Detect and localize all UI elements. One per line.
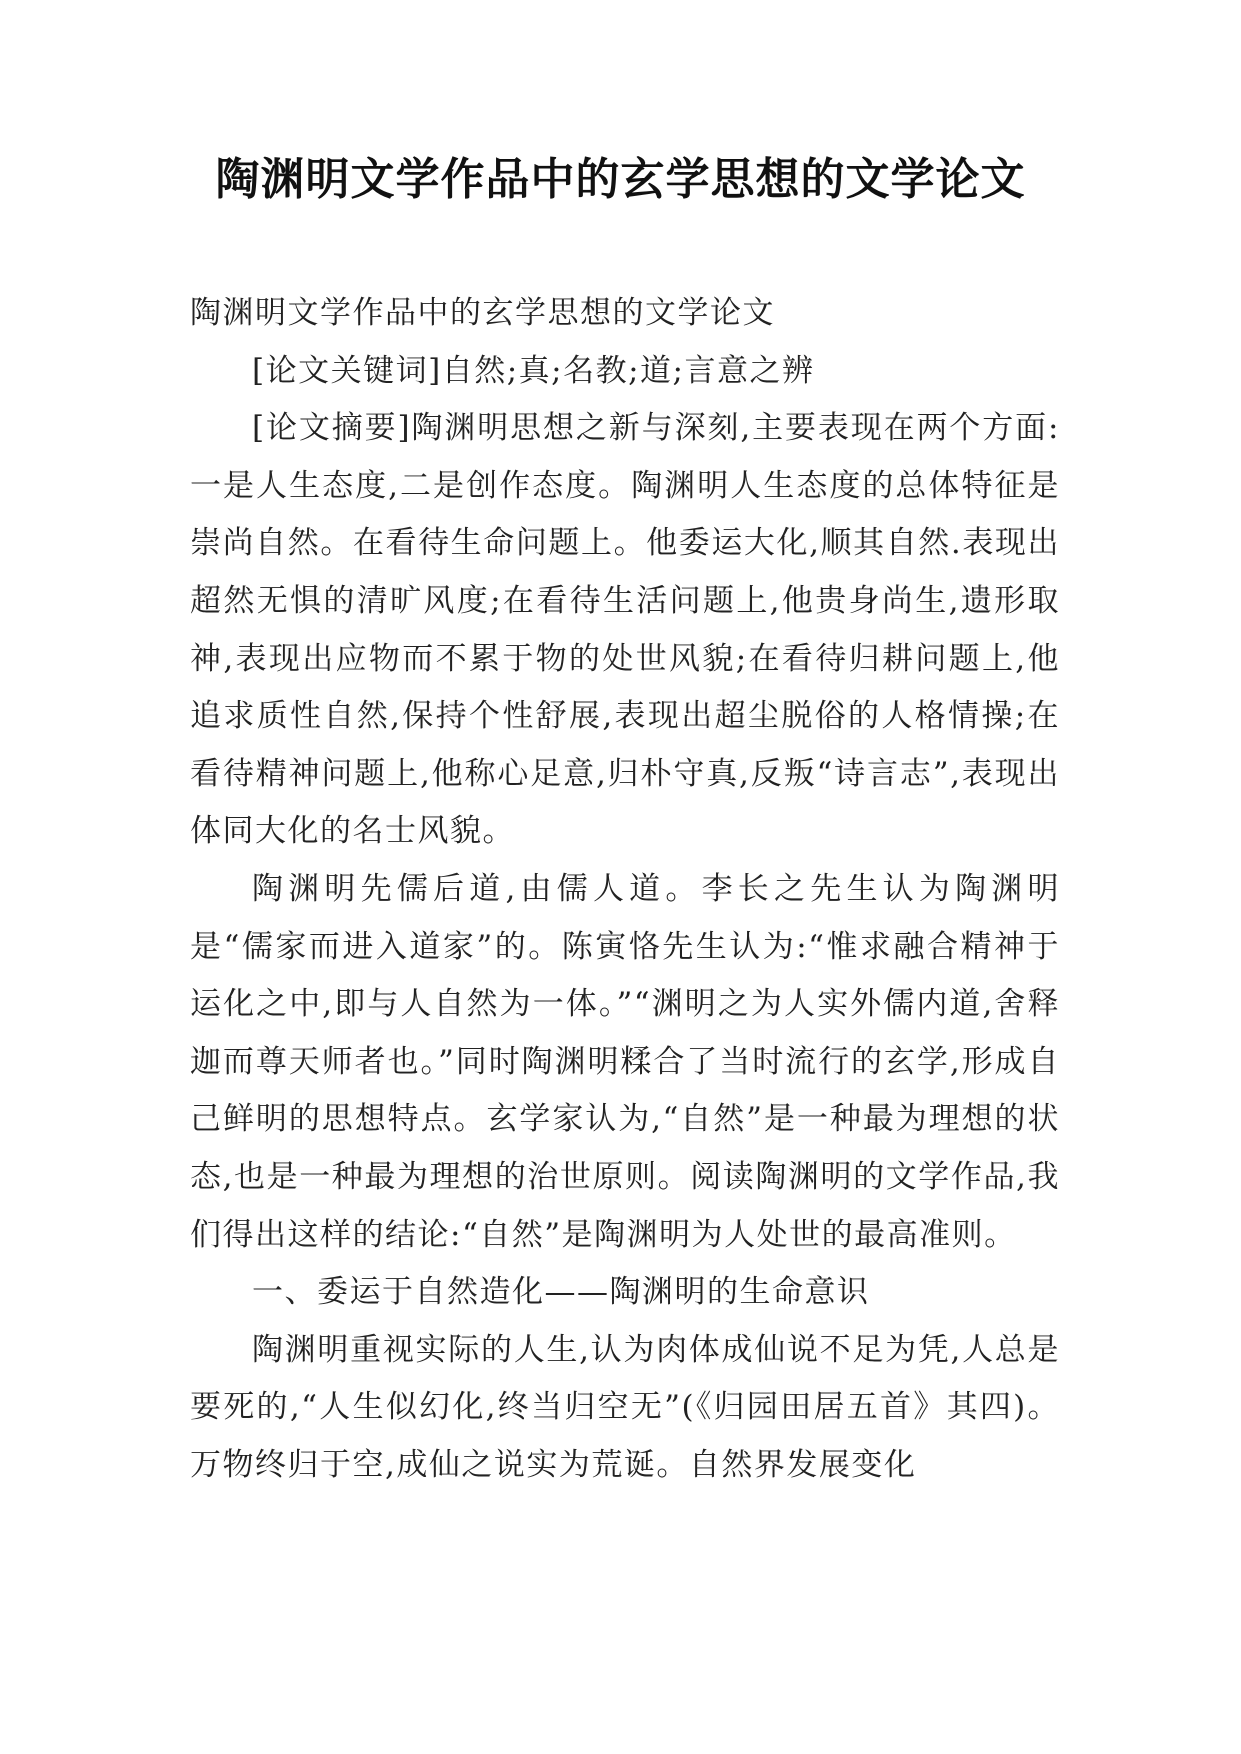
paragraph-intro: 陶渊明先儒后道,由儒人道。李长之先生认为陶渊明是“儒家而进入道家”的。陈寅恪先生认为:“惟求融合精神于运化之中,即与人自然为一体。”“渊明之为人实外儒内道,舍释迦而尊天师者也。”同时陶渊明糅合了当时流行的玄学,形成自己鲜明的思想特点。玄学家认为,“自然”是一种最为理想的状态,也是一种最为理想的治世原则。阅读陶渊明的文学作品,我们得出这样的结论:“自然”是陶渊明为人处世的最高准则。 [190, 870, 1060, 1253]
paragraph-section-1: 陶渊明重视实际的人生,认为肉体成仙说不足为凭,人总是要死的,“人生似幻化,终当归空无”(《归园田居五首》其四)。万物终归于空,成仙之说实为荒诞。自然界发展变化 [190, 1331, 1060, 1483]
document-body [190, 285, 1060, 1494]
paragraph-keywords: [论文关键词]自然;真;名教;道;言意之辨 [252, 352, 815, 389]
section-heading-1: 一、委运于自然造化——陶渊明的生命意识 [252, 1274, 870, 1311]
paragraph-title-line: 陶渊明文学作品中的玄学思想的文学论文 [190, 295, 775, 331]
paragraph-abstract: [论文摘要]陶渊明思想之新与深刻,主要表现在两个方面:一是人生态度,二是创作态度。陶渊明人生态度的总体特征是崇尚自然。在看待生命问题上。他委运大化,顺其自然.表现出超然无惧的清旷风度;在看待生活问题上,他贵身尚生,遗形取神,表现出应物而不累于物的处世风貌;在看待归耕问题上,他追求质性自然,保持个性舒展,表现出超尘脱俗的人格情操;在看待精神问题上,他称心足意,归朴守真,反叛“诗言志”,表现出体同大化的名士风貌。 [190, 410, 1060, 850]
document-title: 陶渊明文学作品中的玄学思想的文学论文 [215, 154, 1026, 205]
